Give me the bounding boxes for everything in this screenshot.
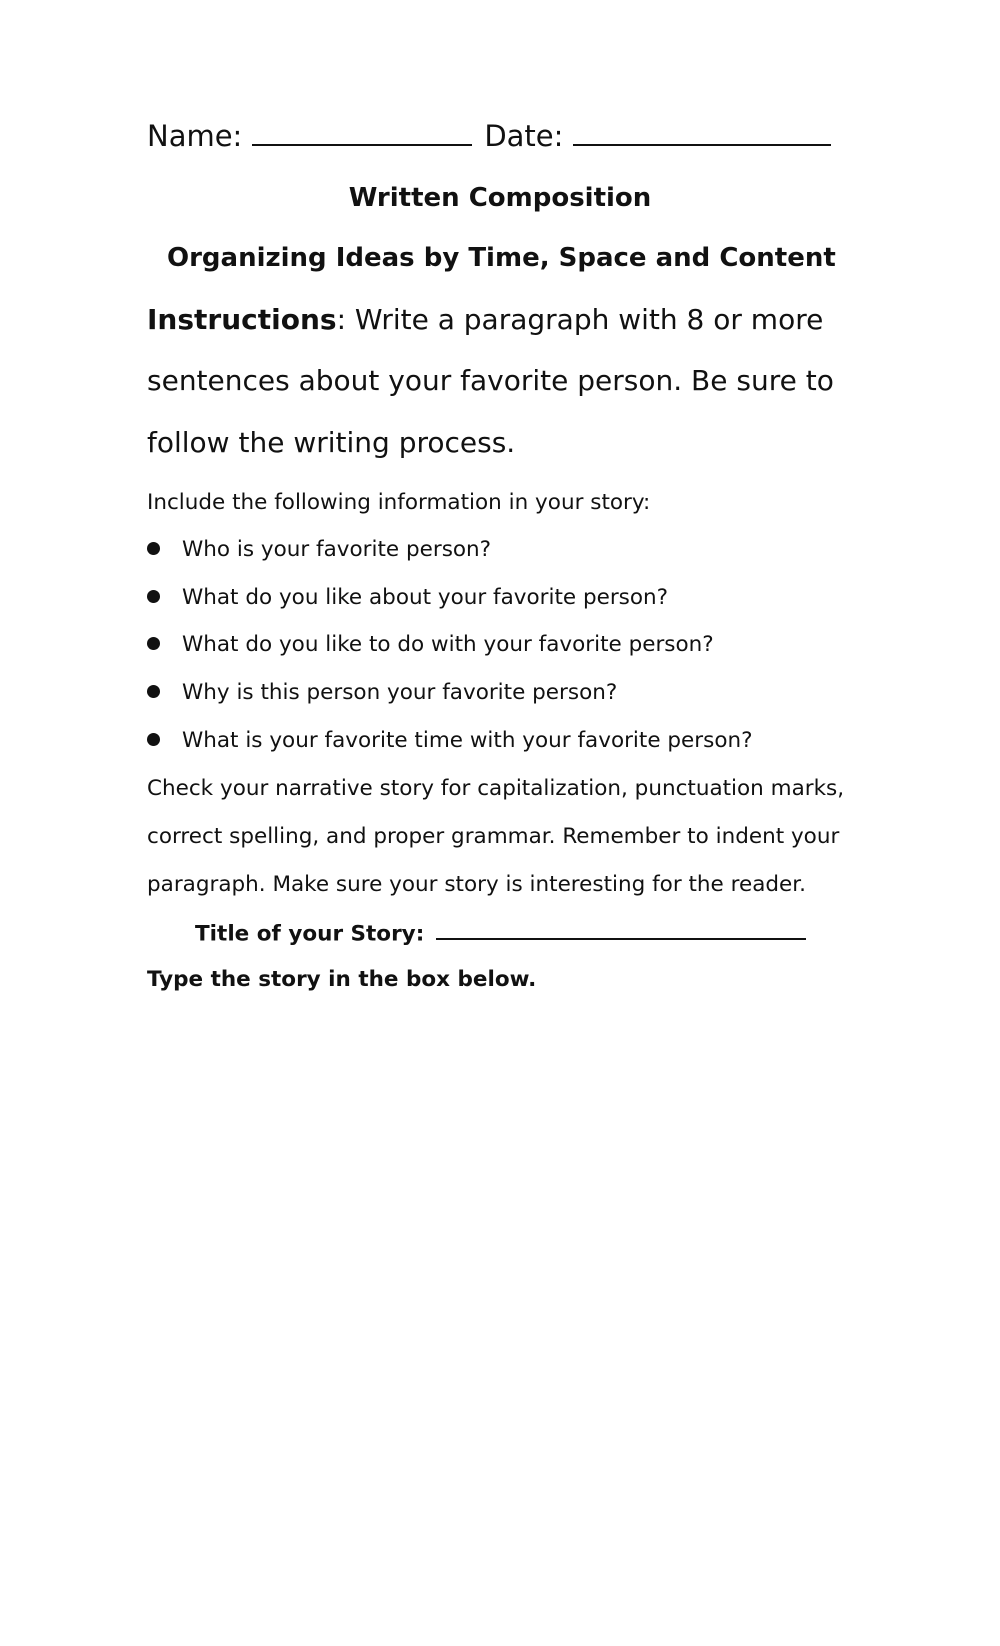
date-blank[interactable] xyxy=(573,118,831,146)
check-line-3: paragraph. Make sure your story is interesting for the reader. xyxy=(147,872,806,897)
list-item-text: What do you like about your favorite person? xyxy=(182,585,669,610)
story-title-blank[interactable] xyxy=(436,919,806,940)
date-label: Date: xyxy=(484,119,564,154)
name-blank[interactable] xyxy=(252,118,472,146)
page-title: Written Composition xyxy=(348,183,652,213)
name-date-row xyxy=(147,118,831,153)
bullet-icon xyxy=(147,590,160,603)
list-item-text: What is your favorite time with your favorite person? xyxy=(182,728,753,753)
story-title-label: Title of your Story: xyxy=(195,921,425,947)
list-item xyxy=(147,728,753,753)
list-item-text: Why is this person your favorite person? xyxy=(182,680,618,705)
instructions-line-3: follow the writing process. xyxy=(147,426,516,459)
instructions-text-1: : Write a paragraph with 8 or more xyxy=(336,303,824,336)
list-item xyxy=(147,680,617,705)
instructions-label: Instructions xyxy=(147,303,337,336)
bullet-icon xyxy=(147,733,160,746)
name-label: Name: xyxy=(147,119,243,154)
check-line-2: correct spelling, and proper grammar. Remember to indent your xyxy=(147,824,840,849)
list-item xyxy=(147,632,714,657)
list-item-text: Who is your favorite person? xyxy=(182,537,492,562)
instructions-line-2: sentences about your favorite person. Be sure to xyxy=(147,364,834,397)
story-title-row xyxy=(195,919,806,946)
check-line-1: Check your narrative story for capitalization, punctuation marks, xyxy=(147,776,845,801)
bullet-icon xyxy=(147,685,160,698)
bullet-icon xyxy=(147,637,160,650)
list-item xyxy=(147,585,668,610)
bullet-icon xyxy=(147,542,160,555)
instructions-line-1 xyxy=(147,303,823,336)
type-story-instruction: Type the story in the box below. xyxy=(147,967,537,992)
page-subtitle: Organizing Ideas by Time, Space and Content xyxy=(167,243,836,273)
list-item xyxy=(147,537,491,562)
list-item-text: What do you like to do with your favorite person? xyxy=(182,632,714,657)
include-text: Include the following information in your story: xyxy=(147,490,651,515)
